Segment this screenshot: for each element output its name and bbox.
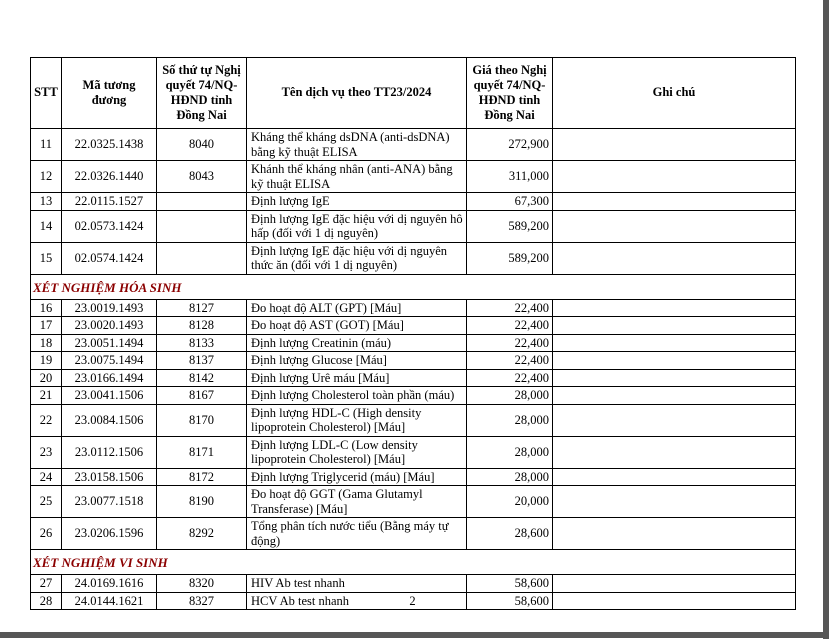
column-header-price: Giá theo Nghị quyết 74/NQ-HĐND tỉnh Đồng Nai (467, 58, 553, 129)
cell-name: Định lượng Creatinin (máu) (247, 334, 467, 352)
cell-name: Định lượng IgE đặc hiệu với dị nguyên thức ăn (đối với 1 dị nguyên) (247, 242, 467, 274)
cell-price: 20,000 (467, 486, 553, 518)
page-edge-shadow-right (823, 0, 829, 639)
cell-note (553, 210, 796, 242)
cell-note (553, 486, 796, 518)
cell-price: 28,600 (467, 518, 553, 550)
cell-stt: 24 (31, 468, 62, 486)
column-header-name: Tên dịch vụ theo TT23/2024 (247, 58, 467, 129)
cell-price: 22,400 (467, 334, 553, 352)
cell-price: 58,600 (467, 592, 553, 610)
cell-price: 272,900 (467, 129, 553, 161)
cell-code: 23.0158.1506 (62, 468, 157, 486)
page-edge-shadow-bottom (0, 632, 829, 638)
cell-name: Định lượng Urê máu [Máu] (247, 369, 467, 387)
cell-seq: 8292 (157, 518, 247, 550)
cell-code: 23.0112.1506 (62, 436, 157, 468)
cell-note (553, 436, 796, 468)
table-row (31, 242, 796, 274)
cell-seq: 8128 (157, 317, 247, 335)
table-row (31, 193, 796, 211)
cell-price: 28,000 (467, 468, 553, 486)
cell-seq (157, 210, 247, 242)
cell-name: Kháng thể kháng dsDNA (anti-dsDNA) bằng kỹ thuật ELISA (247, 129, 467, 161)
cell-name: Định lượng Cholesterol toàn phần (máu) (247, 387, 467, 405)
table-row (31, 299, 796, 317)
cell-price: 58,600 (467, 575, 553, 593)
cell-stt: 16 (31, 299, 62, 317)
cell-name: Định lượng HDL-C (High density lipoprotein Cholesterol) [Máu] (247, 404, 467, 436)
cell-price: 311,000 (467, 161, 553, 193)
cell-note (553, 468, 796, 486)
cell-code: 23.0020.1493 (62, 317, 157, 335)
cell-seq: 8320 (157, 575, 247, 593)
cell-note (553, 129, 796, 161)
cell-stt: 19 (31, 352, 62, 370)
cell-stt: 11 (31, 129, 62, 161)
cell-stt: 26 (31, 518, 62, 550)
table-row (31, 352, 796, 370)
cell-stt: 23 (31, 436, 62, 468)
cell-stt: 17 (31, 317, 62, 335)
cell-price: 22,400 (467, 317, 553, 335)
cell-price: 67,300 (467, 193, 553, 211)
cell-seq: 8142 (157, 369, 247, 387)
price-table (30, 57, 796, 610)
cell-stt: 28 (31, 592, 62, 610)
table-row (31, 334, 796, 352)
cell-code: 02.0573.1424 (62, 210, 157, 242)
table-row (31, 161, 796, 193)
cell-stt: 12 (31, 161, 62, 193)
table-row (31, 575, 796, 593)
table-row (31, 369, 796, 387)
column-header-note: Ghi chú (553, 58, 796, 129)
cell-code: 23.0077.1518 (62, 486, 157, 518)
cell-code: 23.0019.1493 (62, 299, 157, 317)
cell-note (553, 518, 796, 550)
cell-name: Đo hoạt độ GGT (Gama Glutamyl Transferase) [Máu] (247, 486, 467, 518)
cell-stt: 13 (31, 193, 62, 211)
cell-seq: 8043 (157, 161, 247, 193)
cell-code: 23.0041.1506 (62, 387, 157, 405)
cell-seq: 8127 (157, 299, 247, 317)
cell-code: 02.0574.1424 (62, 242, 157, 274)
cell-seq: 8190 (157, 486, 247, 518)
section-title: XÉT NGHIỆM HÓA SINH (31, 274, 796, 299)
cell-stt: 18 (31, 334, 62, 352)
cell-price: 22,400 (467, 369, 553, 387)
table-row (31, 518, 796, 550)
cell-note (553, 352, 796, 370)
cell-seq: 8172 (157, 468, 247, 486)
cell-stt: 15 (31, 242, 62, 274)
column-header-seq: Số thứ tự Nghị quyết 74/NQ-HĐND tỉnh Đồng Nai (157, 58, 247, 129)
cell-seq: 8133 (157, 334, 247, 352)
table-row (31, 129, 796, 161)
table-row (31, 210, 796, 242)
cell-seq (157, 193, 247, 211)
cell-note (553, 334, 796, 352)
cell-name: HCV Ab test nhanh (247, 592, 467, 610)
table-row (31, 404, 796, 436)
section-row (31, 274, 796, 299)
table-row (31, 436, 796, 468)
cell-name: Định lượng LDL-C (Low density lipoprotein Cholesterol) [Máu] (247, 436, 467, 468)
cell-note (553, 387, 796, 405)
cell-stt: 25 (31, 486, 62, 518)
page-number: 2 (409, 594, 416, 608)
table-row (31, 317, 796, 335)
cell-seq: 8137 (157, 352, 247, 370)
cell-code: 23.0051.1494 (62, 334, 157, 352)
cell-name: Định lượng IgE đặc hiệu với dị nguyên hô hấp (đối với 1 dị nguyên) (247, 210, 467, 242)
cell-name: HIV Ab test nhanh (247, 575, 467, 593)
table-row (31, 486, 796, 518)
cell-code: 23.0075.1494 (62, 352, 157, 370)
cell-code: 23.0166.1494 (62, 369, 157, 387)
cell-code: 24.0144.1621 (62, 592, 157, 610)
cell-note (553, 299, 796, 317)
cell-stt: 27 (31, 575, 62, 593)
document-content (30, 57, 795, 610)
cell-seq: 8170 (157, 404, 247, 436)
column-header-stt: STT (31, 58, 62, 129)
cell-price: 589,200 (467, 210, 553, 242)
cell-note (553, 575, 796, 593)
cell-name: Tổng phân tích nước tiểu (Bằng máy tự động) (247, 518, 467, 550)
cell-seq (157, 242, 247, 274)
cell-note (553, 193, 796, 211)
cell-seq: 8040 (157, 129, 247, 161)
cell-price: 589,200 (467, 242, 553, 274)
cell-seq: 8171 (157, 436, 247, 468)
cell-name: Định lượng Triglycerid (máu) [Máu] (247, 468, 467, 486)
cell-stt: 21 (31, 387, 62, 405)
cell-price: 28,000 (467, 387, 553, 405)
cell-name: Khánh thể kháng nhân (anti-ANA) bằng kỹ thuật ELISA (247, 161, 467, 193)
cell-code: 23.0206.1596 (62, 518, 157, 550)
cell-code: 24.0169.1616 (62, 575, 157, 593)
column-header-code: Mã tương đương (62, 58, 157, 129)
table-header-row (31, 58, 796, 129)
cell-name: Đo hoạt độ ALT (GPT) [Máu] (247, 299, 467, 317)
section-title: XÉT NGHIỆM VI SINH (31, 550, 796, 575)
cell-price: 22,400 (467, 299, 553, 317)
cell-name: Định lượng Glucose [Máu] (247, 352, 467, 370)
cell-note (553, 242, 796, 274)
cell-stt: 14 (31, 210, 62, 242)
cell-seq: 8327 (157, 592, 247, 610)
section-row (31, 550, 796, 575)
cell-price: 28,000 (467, 436, 553, 468)
cell-stt: 22 (31, 404, 62, 436)
cell-note (553, 369, 796, 387)
cell-code: 22.0115.1527 (62, 193, 157, 211)
cell-name: Định lượng IgE (247, 193, 467, 211)
table-row (31, 468, 796, 486)
table-row (31, 387, 796, 405)
cell-note (553, 317, 796, 335)
cell-price: 22,400 (467, 352, 553, 370)
cell-code: 23.0084.1506 (62, 404, 157, 436)
cell-price: 28,000 (467, 404, 553, 436)
cell-note (553, 404, 796, 436)
cell-code: 22.0325.1438 (62, 129, 157, 161)
cell-seq: 8167 (157, 387, 247, 405)
cell-name: Đo hoạt độ AST (GOT) [Máu] (247, 317, 467, 335)
cell-code: 22.0326.1440 (62, 161, 157, 193)
cell-stt: 20 (31, 369, 62, 387)
cell-note (553, 161, 796, 193)
